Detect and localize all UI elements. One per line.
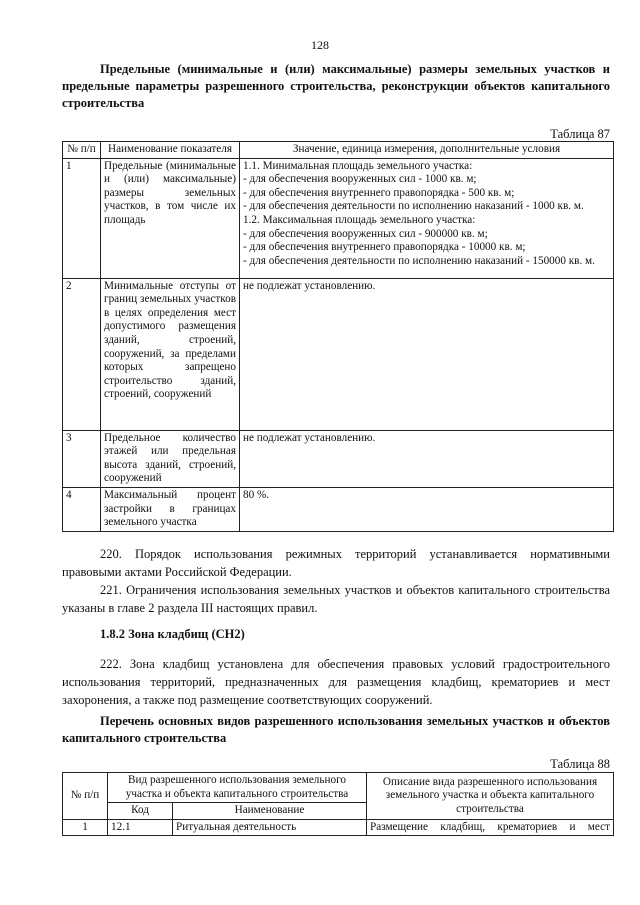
paragraph-220: 220. Порядок использования режимных территорий устанавливается нормативными правовыми актами Российской Федерации. [62,547,610,579]
header-num: № п/п [63,142,101,159]
row-num: 1 [63,819,108,836]
row-num: 2 [63,278,101,430]
table-header-row [63,142,614,159]
row-num: 4 [63,487,101,531]
table-row [63,158,614,278]
row-desc: Размещение кладбищ, крематориев и мест [367,819,614,836]
table-row [63,819,614,836]
row-name: Максимальный процент застройки в границах земельного участка [101,487,240,531]
page-number: 128 [311,38,329,52]
table-88-caption: Таблица 88 [550,757,610,771]
value-line: - для обеспечения деятельности по исполнению наказаний - 1000 кв. м. [243,200,584,213]
table-88 [62,772,614,836]
header-desc: Описание вида разрешенного использования земельного участка и объекта капитального строительства [367,773,614,820]
table-row [63,278,614,430]
row-num: 3 [63,430,101,487]
table-row [63,487,614,531]
header-name: Наименование [173,803,367,820]
header-name: Наименование показателя [101,142,240,159]
table-87 [62,141,614,532]
table-row [63,430,614,487]
paragraph-222: 222. Зона кладбищ установлена для обеспечения правовых условий градостроительного использования территорий, предназначенных для размещения кладбищ, крематориев и мест захоронения, а также под размещение соответствующих сооружений. [62,657,610,707]
row-value: 80 %. [240,487,614,531]
header-group: Вид разрешенного использования земельного участка и объекта капитального строительства [108,773,367,803]
header-code: Код [108,803,173,820]
value-line: - для обеспечения внутреннего правопорядка - 10000 кв. м; [243,241,526,254]
table-header-row [63,773,614,803]
row-num: 1 [63,158,101,278]
value-line: - для обеспечения внутреннего правопорядка - 500 кв. м; [243,186,515,199]
row-name: Предельные (минимальные и (или) максимальные) размеры земельных участков, в том числе их площадь [101,158,240,278]
section-heading: Предельные (минимальные и (или) максимальные) размеры земельных участков и предельные параметры разрешенного строительства, реконструкции объектов капитального строительства [62,62,610,110]
row-value: не подлежат установлению. [240,278,614,430]
paragraph-221: 221. Ограничения использования земельных участков и объектов капитального строительства указаны в главе 2 раздела III настоящих правил. [62,583,610,615]
row-name: Минимальные отступы от границ земельных участков в целях определения мест допустимого размещения зданий, строений, сооружений, за пределами которых запрещено строительство зданий, строений, сооружений [101,278,240,430]
header-num: № п/п [63,773,108,820]
subsection-heading: 1.8.2 Зона кладбищ (СН2) [100,627,245,641]
value-line: - для обеспечения вооруженных сил - 1000 кв. м; [243,173,477,186]
value-line: - для обеспечения деятельности по исполнению наказаний - 150000 кв. м. [243,254,595,267]
row-name: Ритуальная деятельность [173,819,367,836]
row-value [240,158,614,278]
header-value: Значение, единица измерения, дополнительные условия [240,142,614,159]
value-line: 1.2. Максимальная площадь земельного участка: [243,213,476,226]
row-value: не подлежат установлению. [240,430,614,487]
row-name: Предельное количество этажей или предельная высота зданий, строений, сооружений [101,430,240,487]
value-line: 1.1. Минимальная площадь земельного участка: [243,159,473,172]
row-code: 12.1 [108,819,173,836]
value-line: - для обеспечения вооруженных сил - 900000 кв. м; [243,227,488,240]
list-heading: Перечень основных видов разрешенного использования земельных участков и объектов капитального строительства [62,714,610,745]
table-87-caption: Таблица 87 [550,127,610,141]
